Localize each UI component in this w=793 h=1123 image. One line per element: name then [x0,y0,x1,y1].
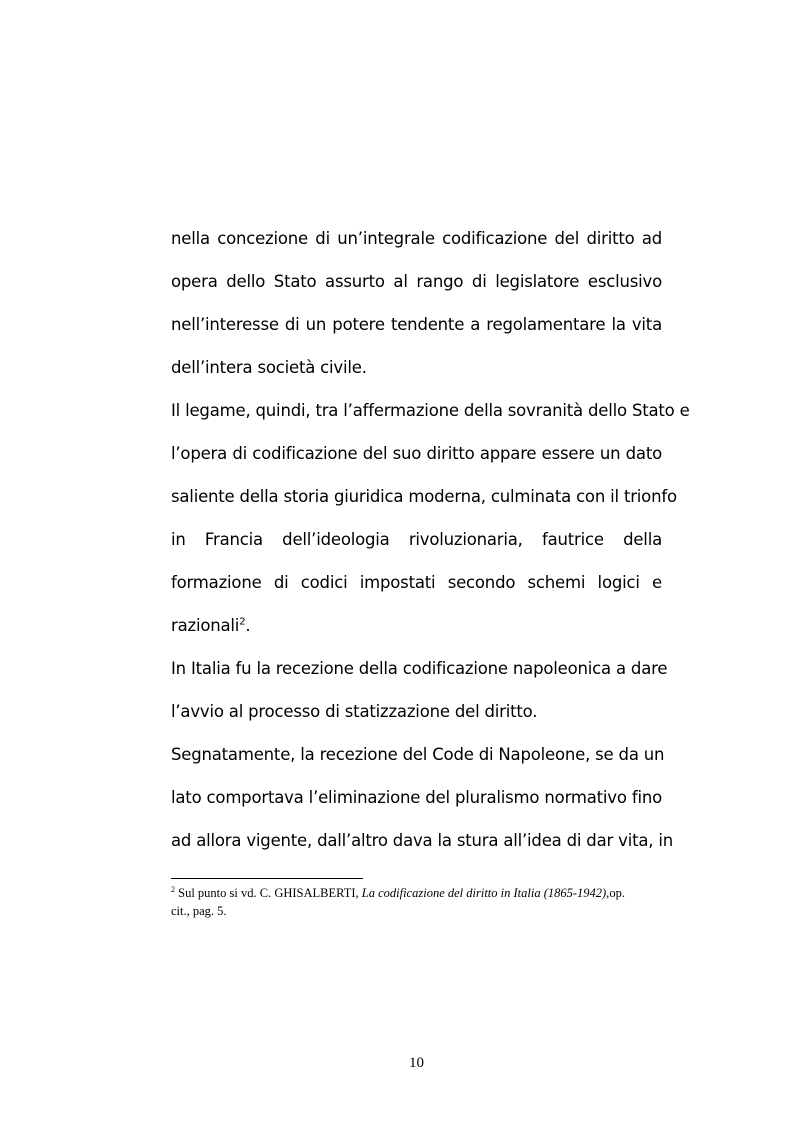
text-line: l’avvio al processo di statizzazione del diritto. [171,702,538,721]
footnote-number: 2 [171,884,175,894]
footnote-reference[interactable]: 2 [239,616,246,628]
text-line: formazione di codici impostati secondo schemi logici e [171,573,662,592]
text-line-with-footnote [171,609,662,652]
text-segment: razionali [171,616,240,635]
text-line: dell’intera società civile. [171,358,367,377]
text-line: Il legame, quindi, tra l’affermazione della sovranità dello Stato e [171,401,690,420]
text-line: opera dello Stato assurto al rango di legislatore esclusivo [171,272,662,291]
text-line: nell’interesse di un potere tendente a regolamentare la vita [171,315,662,334]
body-text [171,222,690,867]
text-line: In Italia fu la recezione della codificazione napoleonica a dare [171,659,668,678]
footnote-separator [171,878,363,879]
footnote-title: La codificazione del diritto in Italia (1865-1942), [361,886,610,900]
text-line: lato comportava l’eliminazione del pluralismo normativo fino [171,788,662,807]
text-line: Segnatamente, la recezione del Code di Napoleone, se da un [171,745,665,764]
text-line: l’opera di codificazione del suo diritto appare essere un dato [171,444,662,463]
footnote [171,884,662,920]
text-line: ad allora vigente, dall’altro dava la stura all’idea di dar vita, in [171,831,673,850]
footnote-line: cit., pag. 5. [171,904,227,918]
footnote-text: op. [609,886,625,900]
page-number: 10 [409,1055,424,1071]
footnote-text: Sul punto si vd. C. GHISALBERTI, [178,886,362,900]
footnote-line [171,884,662,902]
text-line: nella concezione di un’integrale codificazione del diritto ad [171,229,662,248]
text-line: saliente della storia giuridica moderna, culminata con il trionfo [171,487,677,506]
text-line: in Francia dell’ideologia rivoluzionaria, fautrice della [171,530,662,549]
text-segment: . [245,616,251,635]
